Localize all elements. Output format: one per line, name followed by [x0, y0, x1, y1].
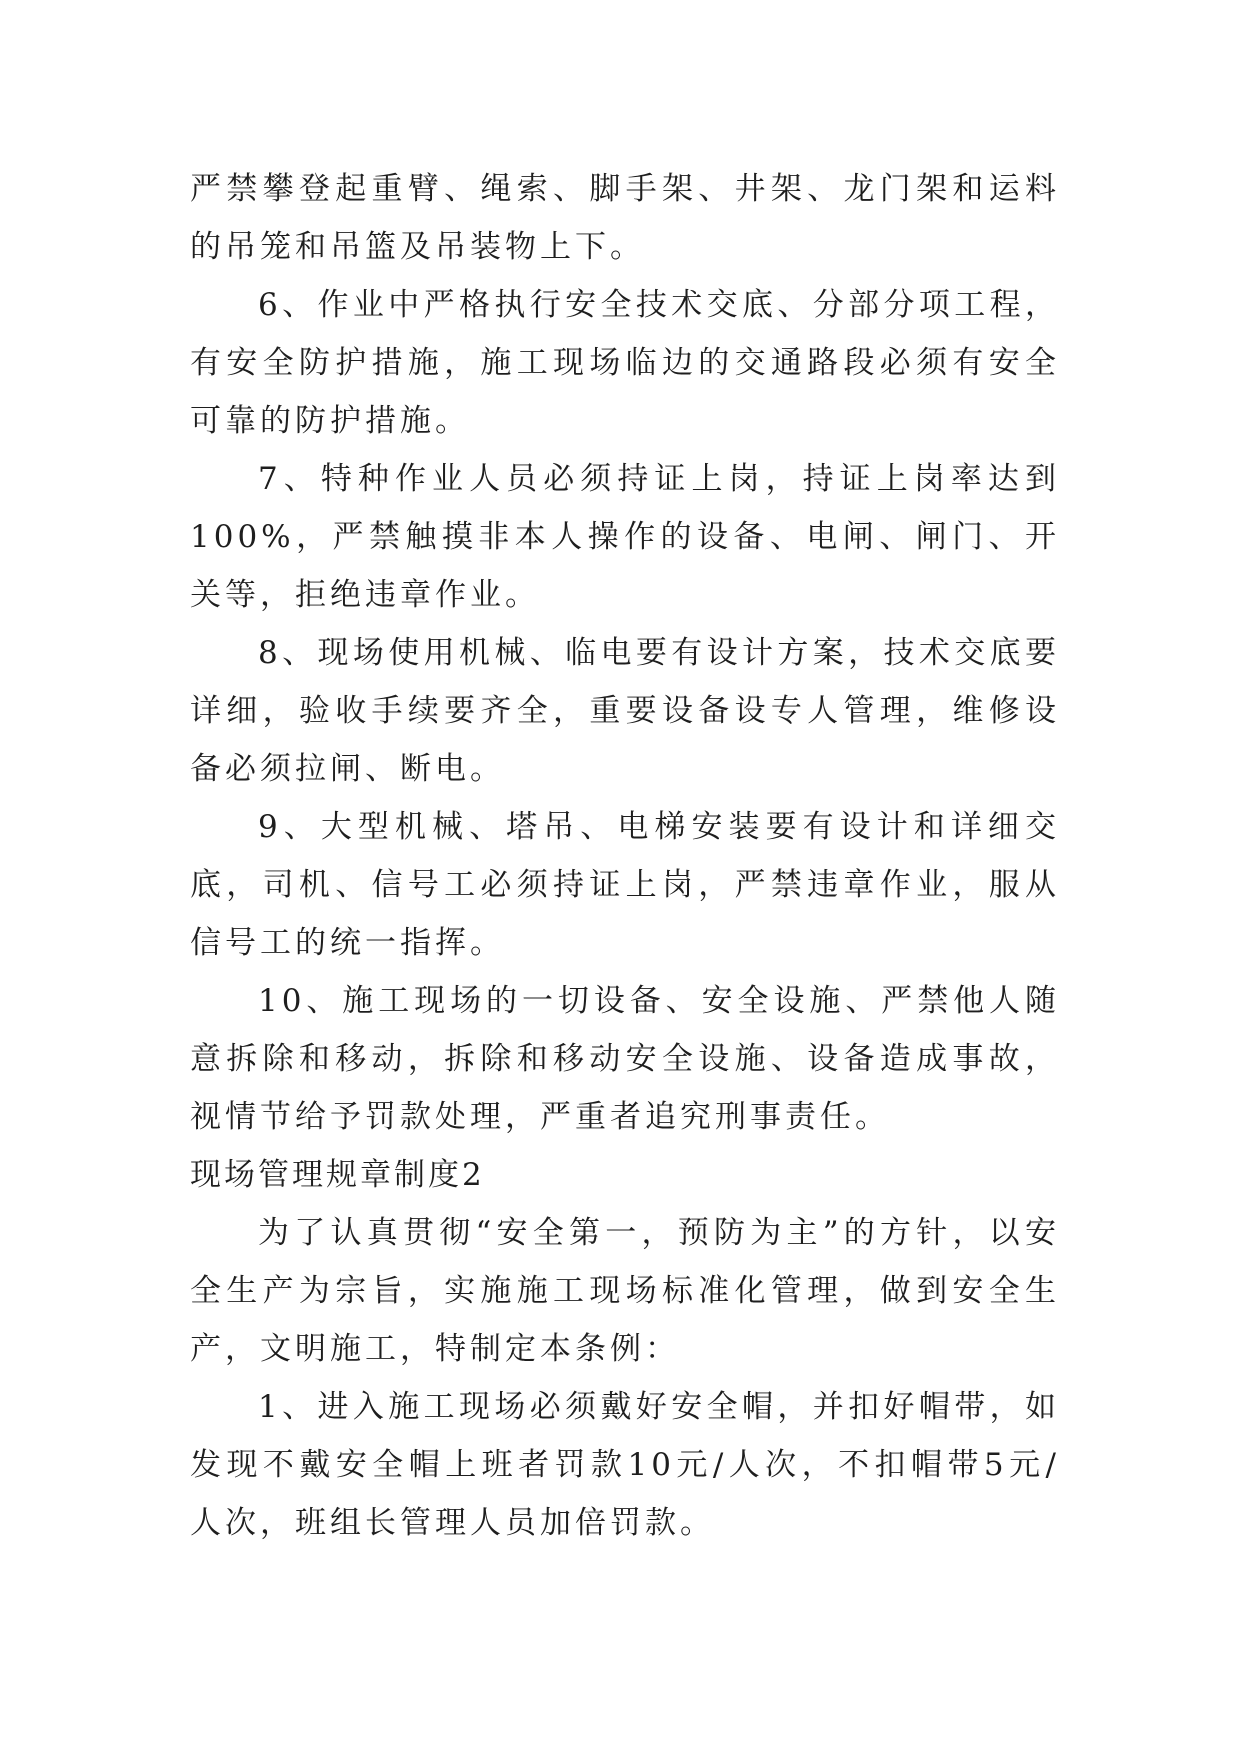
document-body — [190, 160, 1060, 1552]
paragraph-climbing-ban: 严禁攀登起重臂、绳索、脚手架、井架、龙门架和运料的吊笼和吊篮及吊装物上下。 — [190, 171, 1060, 265]
paragraph-item-7: 7、特种作业人员必须持证上岗，持证上岗率达到100%，严禁触摸非本人操作的设备、电闸、闸门、开关等，拒绝违章作业。 — [190, 461, 1060, 613]
paragraph-section-intro: 为了认真贯彻“安全第一，预防为主”的方针，以安全生产为宗旨，实施施工现场标准化管理，做到安全生产，文明施工，特制定本条例： — [190, 1215, 1060, 1367]
paragraph-item-6: 6、作业中严格执行安全技术交底、分部分项工程，有安全防护措施，施工现场临边的交通路段必须有安全可靠的防护措施。 — [190, 287, 1060, 439]
paragraph-section-item-1: 1、进入施工现场必须戴好安全帽，并扣好帽带，如发现不戴安全帽上班者罚款10元/人次，不扣帽带5元/人次，班组长管理人员加倍罚款。 — [190, 1389, 1060, 1541]
paragraph-item-10: 10、施工现场的一切设备、安全设施、严禁他人随意拆除和移动，拆除和移动安全设施、设备造成事故，视情节给予罚款处理，严重者追究刑事责任。 — [190, 983, 1060, 1135]
paragraph-item-8: 8、现场使用机械、临电要有设计方案，技术交底要详细，验收手续要齐全，重要设备设专人管理，维修设备必须拉闸、断电。 — [190, 635, 1060, 787]
section-title: 现场管理规章制度2 — [190, 1157, 485, 1193]
paragraph-item-9: 9、大型机械、塔吊、电梯安装要有设计和详细交底，司机、信号工必须持证上岗，严禁违章作业，服从信号工的统一指挥。 — [190, 809, 1060, 961]
